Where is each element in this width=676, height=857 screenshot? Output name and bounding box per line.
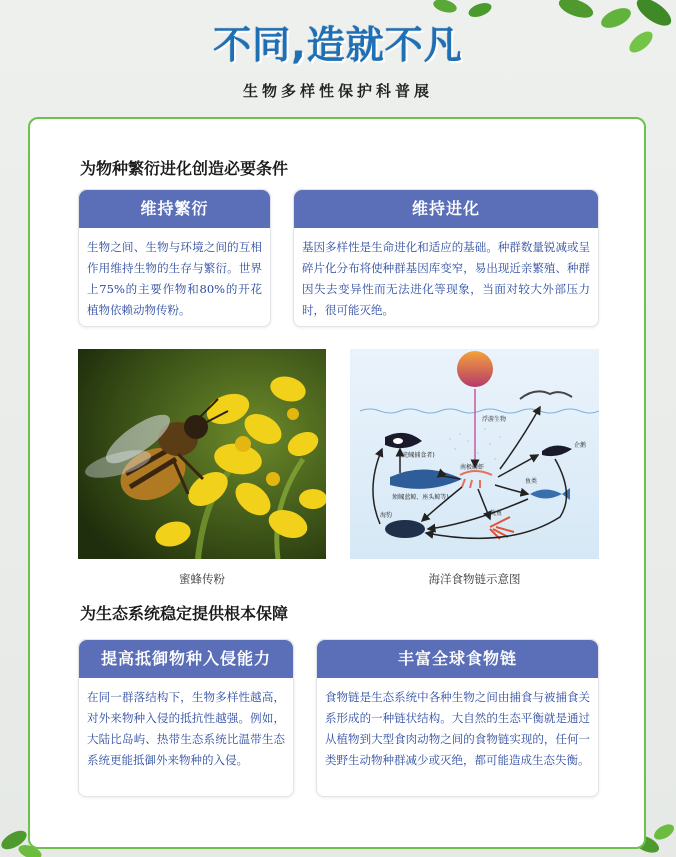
label-plankton: 浮游生物 bbox=[482, 416, 507, 423]
content-card bbox=[28, 117, 646, 849]
maintain-evolution-body: 基因多样性是生命进化和适应的基础。种群数量锐减或呈碎片化分布将使种群基因库变窄，易出现近亲繁殖、种群因失去变异性而无法进化等现象，当面对较大外部压力时，很可能灭绝。 bbox=[302, 240, 590, 317]
label-orca-note: (捕食者) bbox=[412, 452, 435, 459]
section2-title: 为生态系统稳定提供根本保障 bbox=[80, 604, 289, 623]
label-whale-note: (蓝鲸、座头鲸等) bbox=[402, 494, 449, 501]
maintain-reproduction-box bbox=[78, 189, 271, 327]
bee-pollination-photo bbox=[78, 349, 326, 559]
food-chain-body: 食物链是生态系统中各种生物之间由捕食与被捕食关系形成的一种链状结构。大自然的生态平衡就是通过从植物到大型食肉动物之间的食物链实现的，任何一类野生动物种群减少或灭绝，都可能造成生态失衡。 bbox=[325, 690, 590, 767]
maintain-evolution-heading: 维持进化 bbox=[294, 190, 598, 228]
label-whale: 须鲸 bbox=[392, 494, 405, 501]
ocean-food-chain-diagram bbox=[350, 349, 599, 559]
label-squid: 鱿鱼 bbox=[490, 510, 503, 517]
maintain-reproduction-heading: 维持繁衍 bbox=[79, 190, 270, 228]
bee-pollination-caption: 蜜蜂传粉 bbox=[179, 572, 225, 586]
ocean-food-chain-caption: 海洋食物链示意图 bbox=[428, 572, 521, 586]
maintain-reproduction-body: 生物之间、生物与环境之间的互相作用维持生物的生存与繁衍。世界上75%的主要作物和80%的开花植物依赖动物传粉。 bbox=[87, 240, 262, 317]
label-fish: 鱼类 bbox=[525, 478, 538, 485]
label-seal: 海豹 bbox=[380, 512, 393, 519]
page-subtitle: 生物多样性保护科普展 bbox=[242, 82, 433, 100]
maintain-evolution-box bbox=[293, 189, 599, 327]
section1-title: 为物种繁衍进化创造必要条件 bbox=[80, 159, 289, 178]
invasion-resistance-heading: 提高抵御物种入侵能力 bbox=[79, 640, 293, 678]
label-orca: 虎鲸 bbox=[402, 452, 415, 459]
food-chain-heading: 丰富全球食物链 bbox=[317, 640, 598, 678]
invasion-resistance-body: 在同一群落结构下，生物多样性越高，对外来物种入侵的抵抗性越强。例如，大陆比岛屿、热带生态系统比温带生态系统更能抵御外来物种的入侵。 bbox=[87, 690, 285, 767]
invasion-resistance-box bbox=[78, 639, 294, 797]
label-krill: 南极磷虾 bbox=[460, 464, 485, 471]
page-title: 不同,造就不凡 bbox=[213, 23, 463, 67]
label-penguin: 企鹅 bbox=[574, 442, 587, 449]
food-chain-box bbox=[316, 639, 599, 797]
